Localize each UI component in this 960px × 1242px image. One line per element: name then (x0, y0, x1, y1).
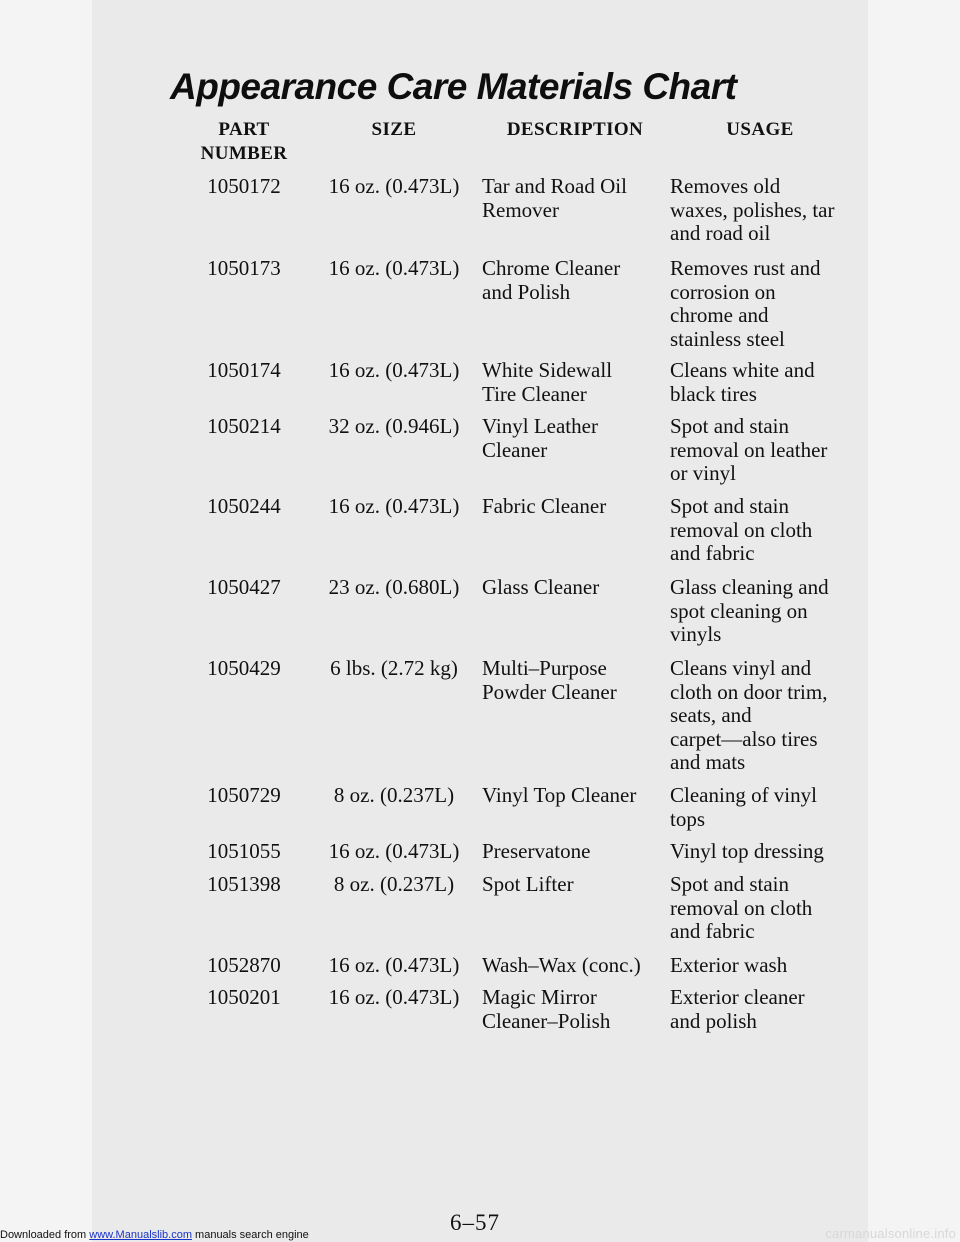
description-cell: Vinyl Top Cleaner (482, 783, 637, 807)
header-description: DESCRIPTION (506, 119, 644, 140)
manualslib-link[interactable]: www.Manualslib.com (89, 1229, 192, 1241)
description-cell: Spot Lifter (482, 872, 574, 896)
usage-cell: Spot and stain removal on leather or vinyl (670, 414, 828, 485)
size-cell: 32 oz. (0.946L) (328, 414, 460, 438)
size-cell: 16 oz. (0.473L) (328, 174, 460, 198)
part-number-cell: 1050244 (207, 494, 281, 518)
size-cell: 8 oz. (0.237L) (333, 783, 455, 807)
size-cell: 16 oz. (0.473L) (328, 839, 460, 863)
part-number-cell: 1050729 (207, 783, 281, 807)
usage-cell: Spot and stain removal on cloth and fabric (670, 494, 813, 565)
description-cell: Preservatone (482, 839, 591, 863)
usage-cell: Vinyl top dressing (670, 839, 824, 863)
header-part-number: PART NUMBER (200, 119, 288, 164)
description-cell: White Sidewall Tire Cleaner (482, 358, 613, 406)
part-number-cell: 1052870 (207, 953, 281, 977)
size-cell: 6 lbs. (2.72 kg) (330, 656, 458, 680)
footer-suffix: manuals search engine (191, 1229, 309, 1241)
usage-cell: Cleans vinyl and cloth on door trim, seats, and carpet—also tires and mats (670, 656, 828, 774)
download-footer (0, 1229, 309, 1241)
page-title: Appearance Care Materials Chart (170, 66, 737, 107)
usage-cell: Exterior wash (670, 953, 788, 977)
part-number-cell: 1050173 (207, 256, 281, 280)
footer-prefix: Downloaded from (0, 1229, 90, 1241)
description-cell: Glass Cleaner (482, 575, 600, 599)
part-number-cell: 1050201 (207, 985, 281, 1009)
description-cell: Tar and Road Oil Remover (482, 174, 627, 222)
part-number-cell: 1050429 (207, 656, 281, 680)
usage-cell: Removes rust and corrosion on chrome and stainless steel (670, 256, 821, 351)
description-cell: Magic Mirror Cleaner–Polish (482, 985, 611, 1033)
usage-cell: Cleaning of vinyl tops (670, 783, 817, 831)
page-number: 6–57 (450, 1210, 500, 1235)
part-number-cell: 1051055 (207, 839, 281, 863)
usage-cell: Cleans white and black tires (670, 358, 815, 406)
description-cell: Fabric Cleaner (482, 494, 607, 518)
header-usage: USAGE (726, 119, 794, 140)
usage-cell: Spot and stain removal on cloth and fabric (670, 872, 813, 943)
size-cell: 16 oz. (0.473L) (328, 256, 460, 280)
size-cell: 16 oz. (0.473L) (328, 494, 460, 518)
description-cell: Wash–Wax (conc.) (482, 953, 641, 977)
description-cell: Chrome Cleaner and Polish (482, 256, 621, 304)
part-number-cell: 1050214 (207, 414, 281, 438)
part-number-cell: 1051398 (207, 872, 281, 896)
usage-cell: Exterior cleaner and polish (670, 985, 805, 1033)
size-cell: 23 oz. (0.680L) (328, 575, 460, 599)
watermark-text: carmanualsonline.info (825, 1226, 956, 1241)
size-cell: 8 oz. (0.237L) (333, 872, 455, 896)
description-cell: Multi–Purpose Powder Cleaner (482, 656, 617, 704)
usage-cell: Glass cleaning and spot cleaning on vinyls (670, 575, 829, 646)
part-number-cell: 1050172 (207, 174, 281, 198)
part-number-cell: 1050174 (207, 358, 281, 382)
size-cell: 16 oz. (0.473L) (328, 985, 460, 1009)
usage-cell: Removes old waxes, polishes, tar and road oil (670, 174, 835, 245)
size-cell: 16 oz. (0.473L) (328, 953, 460, 977)
size-cell: 16 oz. (0.473L) (328, 358, 460, 382)
part-number-cell: 1050427 (207, 575, 281, 599)
header-size: SIZE (371, 119, 417, 140)
description-cell: Vinyl Leather Cleaner (482, 414, 598, 462)
